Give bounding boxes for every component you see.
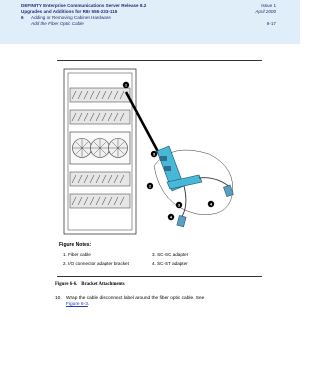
figure-link[interactable]: Figure 6-3 — [66, 302, 88, 307]
figure-notes-title: Figure Notes: — [59, 242, 92, 248]
callout-2: 2 — [148, 183, 152, 189]
callout-4-lower: 4 — [169, 214, 173, 220]
header-left — [21, 3, 146, 27]
section-number: 6 — [21, 15, 24, 20]
callout-3-lower: 3 — [177, 202, 181, 208]
step-text: Wrap the cable disconnect label around the fiber optic cable. See — [66, 296, 205, 301]
chapter-title: Adding or Removing Cabinet Hardware — [31, 15, 111, 20]
callout-1: 1 — [124, 82, 128, 88]
doc-subtitle: Upgrades and Additions for R8r 555-233-115 — [21, 9, 118, 14]
caption-rule — [57, 276, 262, 277]
fan-assembly — [70, 132, 130, 164]
figure-caption — [55, 282, 125, 287]
figure-note-3: 3. SC-SC adapter — [152, 252, 189, 257]
procedure-step — [55, 296, 204, 308]
issue-label: Issue 1 — [261, 3, 276, 8]
section-title: Add the Fiber Optic Cable — [31, 21, 84, 26]
header-right — [255, 3, 276, 27]
figure-note-4: 4. SC-ST adapter — [152, 261, 188, 266]
io-connector-bracket — [157, 146, 202, 191]
figure-caption-label: Figure 6-6. — [55, 282, 78, 287]
top-rule — [57, 60, 262, 61]
bracket-attachment-figure — [59, 66, 240, 238]
callout-3: 3 — [152, 151, 156, 157]
page-number: 6-17 — [266, 21, 276, 26]
step-end: . — [87, 302, 90, 307]
callout-4: 4 — [209, 201, 213, 207]
step-number: 10. — [55, 296, 62, 301]
figure-note-1: 1. Fiber cable — [63, 252, 91, 257]
doc-title: DEFINITY Enterprise Communications Server Release 8.2 — [21, 3, 147, 8]
figure-caption-text: Bracket Attachments — [81, 282, 125, 287]
issue-date: April 2000 — [255, 9, 276, 14]
page-header — [0, 0, 300, 44]
figure-note-2: 2. I/O connector adapter bracket — [63, 261, 129, 266]
